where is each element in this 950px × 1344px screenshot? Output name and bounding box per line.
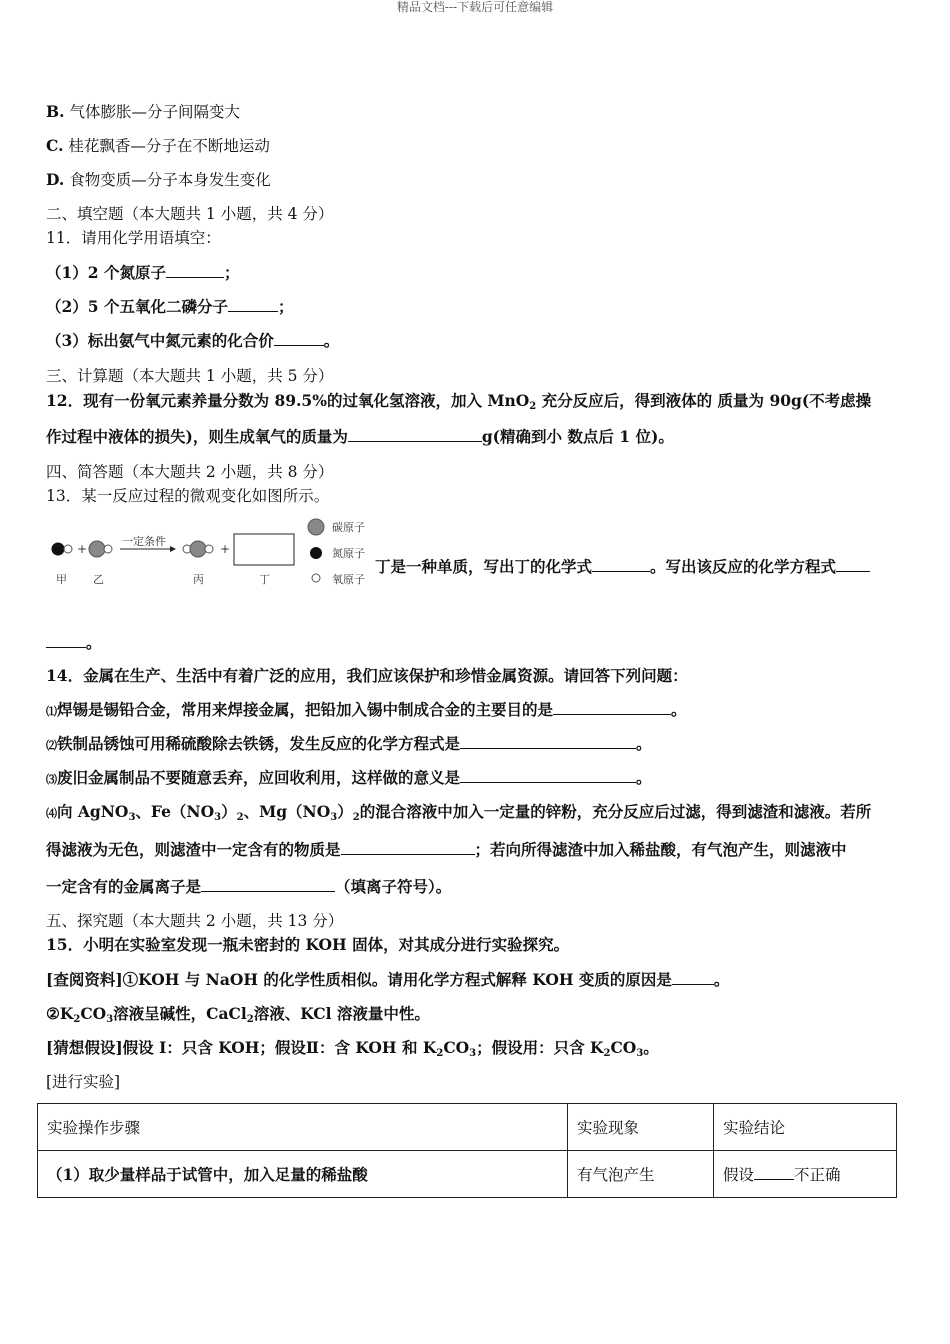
q15-text: CO [443,1038,470,1057]
q14-text: ） [221,802,237,821]
q14-text: （填离子符号）。 [335,877,452,896]
q11-part1 [46,263,239,283]
q14-part4-line3 [46,877,451,897]
unknown-product-box [234,534,294,565]
table-header-row [38,1104,897,1151]
q12-text: 充分反应后，得到液体的 质量为 90g(不考虑操 [536,391,872,410]
subscript: 3 [214,812,222,823]
q14-part4-line2 [46,840,847,860]
table-row [38,1151,897,1198]
subscript: 2 [73,1014,81,1025]
q14-text: 的混合溶液中加入一定量的锌粉，充分反应后过滤，得到滤渣和滤液。若所 [359,802,872,821]
nitrogen-atom [52,543,65,556]
part-number: ⑴ [46,705,57,718]
q14-part4-line1 [46,802,871,828]
table-header-cell: 实验操作步骤 [38,1104,568,1151]
q12-line1 [46,391,871,417]
q11-part3-text: （3）标出氨气中氮元素的化合价 [46,331,274,350]
legend-oxygen [312,574,320,582]
part-number: ⑷ [46,807,57,820]
section-heading-explore: 五、探究题（本大题共 2 小题，共 13 分） [46,912,344,930]
q11-part2-text: （2）5 个五氧化二磷分子 [46,297,228,316]
q14-part1 [46,700,687,722]
punct: 。 [636,768,652,787]
q13-stem: 13．某一反应过程的微观变化如图所示。 [46,487,330,505]
q11-part2 [46,297,293,317]
q13-question [375,557,870,577]
q12-text: 12．现有一份氧元素养量分数为 89.5%的过氧化氢溶液，加入 MnO [46,391,530,410]
q14-text: ） [337,802,353,821]
answer-blank[interactable] [348,427,482,442]
answer-blank[interactable] [274,331,324,346]
q15-text: 溶液呈碱性，CaCl [113,1004,247,1023]
q14-text: 、Fe（NO [135,802,215,821]
option-text: 食物变质—分子本身发生变化 [69,171,271,189]
legend-nitrogen-label: 氮原子 [332,547,365,560]
answer-blank[interactable] [201,877,335,892]
q13-text: 。写出该反应的化学方程式 [650,557,837,576]
q14-text: 得滤液为无色，则滤渣中一定含有的物质是 [46,840,341,859]
answer-blank[interactable] [836,557,870,572]
option-text: 气体膨胀—分子间隔变大 [69,103,240,121]
section-heading-calc: 三、计算题（本大题共 1 小题，共 5 分） [46,367,334,385]
option-text: 桂花飘香—分子在不断地运动 [68,137,270,155]
answer-blank[interactable] [228,297,278,312]
legend-oxygen-label: 氧原子 [332,573,365,586]
option-letter: C. [46,136,64,155]
arrow-head [170,546,176,552]
punct: ； [277,297,294,316]
q12-line2 [46,427,674,447]
section-heading-fill: 二、填空题（本大题共 1 小题，共 4 分） [46,205,334,223]
answer-blank[interactable] [460,734,636,749]
table-cell-conclusion [714,1151,897,1198]
q11-part1-text: （1）2 个氮原子 [46,263,166,282]
punct: 。 [323,331,340,350]
answer-blank[interactable] [672,970,714,985]
subscript: 2 [352,812,360,823]
legend-nitrogen [310,547,322,559]
carbon-atom [190,541,206,557]
table-header-cell: 实验结论 [714,1104,897,1151]
option-c [46,136,270,156]
q15-text: [查阅资料]①KOH 与 NaOH 的化学性质相似。请用化学方程式解释 KOH 变质的原因是 [46,970,672,989]
subscript: 3 [469,1048,477,1059]
punct: 。 [671,700,687,719]
option-letter: B. [46,102,65,121]
label-bing: 丙 [193,573,204,586]
q13-continue [46,633,102,653]
page-header: 精品文档---下载后可任意编辑 [396,0,554,14]
experiment-table [37,1103,897,1198]
subscript: 2 [436,1048,444,1059]
condition-label: 一定条件 [122,535,166,548]
answer-blank[interactable] [460,768,636,783]
plus-sign: + [220,542,231,556]
q15-text: 溶液、KCl 溶液量中性。 [253,1004,430,1023]
part-number: ⑶ [46,773,57,786]
subscript: 3 [636,1048,644,1059]
legend-carbon [308,519,324,535]
plus-sign: + [77,542,88,556]
table-cell: 有气泡产生 [568,1151,714,1198]
q14-text: 铁制品锈蚀可用稀硫酸除去铁锈，发生反应的化学方程式是 [57,734,461,753]
q13-text: 丁是一种单质，写出丁的化学式 [375,557,593,576]
answer-blank[interactable] [754,1165,794,1180]
subscript: 2 [246,1014,254,1025]
oxygen-atom [205,545,213,553]
table-header-cell: 实验现象 [568,1104,714,1151]
label-yi: 乙 [93,573,104,586]
q14-part3 [46,768,652,790]
option-d [46,170,271,190]
q14-text: 废旧金属制品不要随意丢弃，应回收利用，这样做的意义是 [57,768,461,787]
oxygen-atom [104,545,112,553]
oxygen-atom [64,545,72,553]
q15-text: [猜想假设]假设 I：只含 KOH；假设Ⅱ：含 KOH 和 K [46,1038,437,1057]
q14-text: ；若向所得滤渣中加入稀盐酸，有气泡产生，则滤液中 [474,840,847,859]
punct: 。 [643,1038,659,1057]
legend-carbon-label: 碳原子 [332,521,365,534]
cell-text: 假设 [723,1166,755,1184]
punct: 。 [86,633,102,652]
carbon-atom [89,541,105,557]
answer-blank[interactable] [46,633,86,648]
reaction-diagram [46,515,376,595]
option-b [46,102,240,122]
experiment-title: [进行实验] [46,1073,121,1091]
subscript: 3 [330,812,338,823]
q12-text: g(精确到小 数点后 1 位)。 [481,427,674,446]
q15-hypothesis [46,1038,659,1064]
q14-text: 一定含有的金属离子是 [46,877,202,896]
q11-stem: 11．请用化学用语填空： [46,229,221,247]
table-cell: （1）取少量样品于试管中，加入足量的稀盐酸 [38,1151,568,1198]
section-heading-short: 四、简答题（本大题共 2 小题，共 8 分） [46,463,334,481]
q14-part2 [46,734,652,756]
answer-blank[interactable] [341,840,475,855]
label-ding: 丁 [259,573,270,586]
q12-text: 作过程中液体的损失)，则生成氧气的质量为 [46,427,348,446]
q14-text: 、Mg（NO [243,802,331,821]
label-jia: 甲 [56,573,67,586]
answer-blank[interactable] [592,557,650,572]
q15-reference-1 [46,970,729,990]
subscript: 2 [603,1048,611,1059]
q15-stem: 15．小明在实验室发现一瓶未密封的 KOH 固体，对其成分进行实验探究。 [46,935,570,954]
subscript: 3 [128,812,136,823]
q14-text: 焊锡是锡铅合金，常用来焊接金属，把铅加入锡中制成合金的主要目的是 [57,700,554,719]
punct: ； [223,263,240,282]
q15-text: CO [80,1004,107,1023]
punct: 。 [713,970,730,989]
q15-text: ②K [46,1004,74,1023]
cell-text: 不正确 [794,1166,841,1184]
q11-part3 [46,331,339,351]
q15-text: CO [610,1038,637,1057]
subscript: 3 [106,1014,114,1025]
subscript: 2 [236,812,244,823]
answer-blank[interactable] [166,263,224,278]
q15-reference-2 [46,1004,430,1030]
option-letter: D. [46,170,65,189]
punct: 。 [636,734,652,753]
q15-text: ；假设用：只含 K [476,1038,604,1057]
q14-text: 向 AgNO [57,802,129,821]
q14-stem: 14．金属在生产、生活中有着广泛的应用，我们应该保护和珍惜金属资源。请回答下列问题： [46,666,688,685]
part-number: ⑵ [46,739,57,752]
answer-blank[interactable] [553,700,671,715]
subscript: 2 [529,401,537,412]
